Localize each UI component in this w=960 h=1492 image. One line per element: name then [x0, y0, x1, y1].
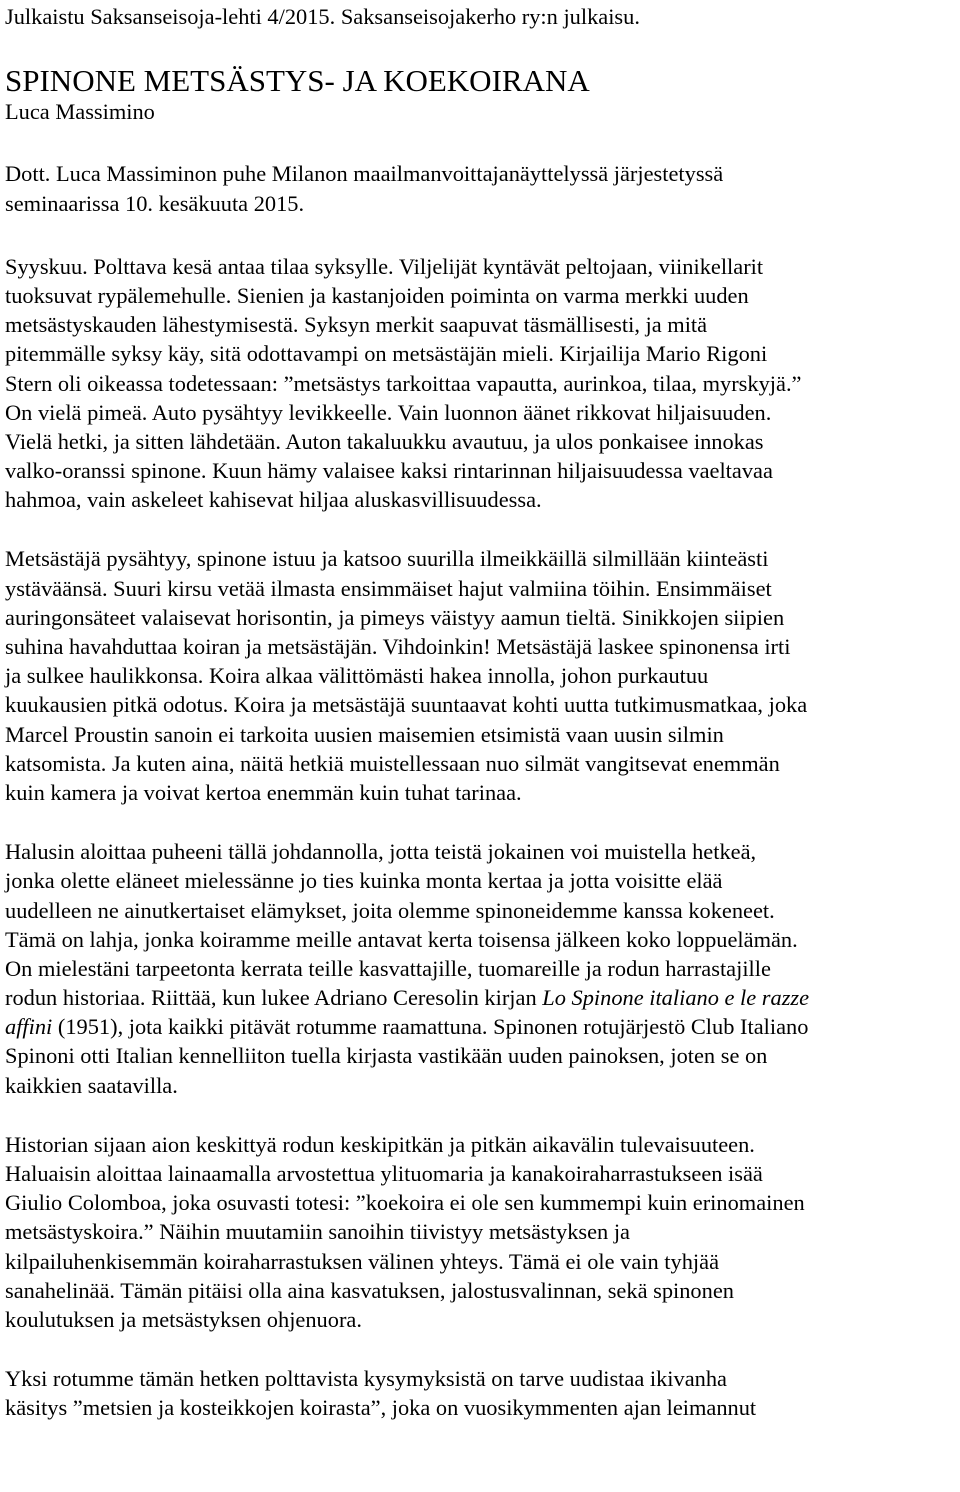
paragraph-4: [5, 1130, 960, 1334]
paragraph-line: uudelleen ne ainutkertaiset elämykset, joita olemme spinoneidemme kanssa kokeneet.: [5, 897, 775, 923]
paragraph-line: ystäväänsä. Suuri kirsu vetää ilmasta ensimmäiset hajut valmiina töihin. Ensimmäiset: [5, 575, 772, 601]
paragraph-line: Marcel Proustin sanoin ei tarkoita uusien maisemien etsimistä vaan uusin silmin: [5, 721, 724, 747]
paragraph-text: rodun historiaa. Riittää, kun lukee Adriano Ceresolin kirjan: [5, 985, 543, 1011]
paragraph-line: jonka olette eläneet mielessänne jo ties kuinka monta kertaa ja jotta voisitte elää: [5, 868, 723, 894]
book-title: affini: [5, 1014, 53, 1040]
paragraph-line: kilpailuhenkisemmän koiraharrastuksen välinen yhteys. Tämä ei ole vain tyhjää: [5, 1248, 720, 1274]
article-author: Luca Massimino: [5, 99, 155, 125]
spacer: [5, 126, 960, 159]
book-title: Lo Spinone italiano e le razze: [542, 985, 810, 1011]
publication-note: Julkaistu Saksanseisoja-lehti 4/2015. Saksanseisojakerho ry:n julkaisu.: [5, 4, 640, 29]
paragraph-line: kuukausien pitkä odotus. Koira ja metsästäjä suuntaavat kohti uutta tutkimusmatkaa, joka: [5, 692, 808, 718]
paragraph-line: metsästyskauden lähestymisestä. Syksyn merkit saapuvat täsmällisesti, ja mitä: [5, 312, 708, 338]
paragraph-line: [5, 1012, 960, 1041]
paragraph-line: Halusin aloittaa puheeni tällä johdannolla, jotta teistä jokainen voi muistella hetkeä,: [5, 839, 757, 865]
document-body: [5, 2, 960, 1423]
paragraph-line: valko-oranssi spinone. Kuun hämy valaisee kaksi rintarinnan hiljaisuudessa vaeltavaa: [5, 458, 773, 484]
paragraph-line: auringonsäteet valaisevat horisontin, ja pimeys väistyy aamun tieltä. Sinikkojen siipien: [5, 604, 785, 630]
paragraph-1: [5, 252, 960, 515]
paragraph-3: [5, 837, 960, 1100]
spacer: [5, 807, 960, 837]
paragraph-line: Syyskuu. Polttava kesä antaa tilaa syksylle. Viljelijät kyntävät peltojaan, viinikellarit: [5, 253, 764, 279]
spacer: [5, 31, 960, 64]
paragraph-line: hahmoa, vain askeleet kahisevat hiljaa aluskasvillisuudessa.: [5, 487, 542, 513]
paragraph-line: tuoksuvat rypälemehulle. Sienien ja kastanjoiden poiminta on varma merkki uuden: [5, 282, 749, 308]
paragraph-line: pitemmälle syksy käy, sitä odottavampi on metsästäjän mieli. Kirjailija Mario Rigoni: [5, 341, 768, 367]
paragraph-line: sanahelinää. Tämän pitäisi olla aina kasvatuksen, jalostusvalinnan, sekä spinonen: [5, 1277, 734, 1303]
paragraph-line: metsästyskoira.” Näihin muutamiin sanoihin tiivistyy metsästyksen ja: [5, 1219, 630, 1245]
paragraph-line: Spinoni otti Italian kennelliiton tuella kirjasta vastikään uuden painoksen, joten se on: [5, 1043, 768, 1069]
paragraph-line: Vielä hetki, ja sitten lähdetään. Auton takaluukku avautuu, ja ulos ponkaisee innokas: [5, 428, 764, 454]
paragraph-line: koulutuksen ja metsästyksen ohjenuora.: [5, 1306, 362, 1332]
paragraph-line: kuin kamera ja voivat kertoa enemmän kuin tuhat tarinaa.: [5, 779, 522, 805]
paragraph-line: kaikkien saatavilla.: [5, 1072, 178, 1098]
paragraph-line: suhina havahduttaa koiran ja metsästäjän. Vihdoinkin! Metsästäjä laskee spinonensa irti: [5, 634, 791, 659]
paragraph-line: Yksi rotumme tämän hetken polttavista kysymyksistä on tarve uudistaa ikivanha: [5, 1366, 727, 1392]
spacer: [5, 1334, 960, 1364]
paragraph-line: Stern oli oikeassa todetessaan: ”metsästys tarkoittaa vapautta, aurinkoa, tilaa, myrskyjä.”: [5, 370, 802, 396]
intro-line: seminaarissa 10. kesäkuuta 2015.: [5, 190, 305, 216]
paragraph-2: [5, 544, 960, 807]
intro-paragraph: [5, 159, 960, 217]
paragraph-line: On vielä pimeä. Auto pysähtyy levikkeelle. Vain luonnon äänet rikkovat hiljaisuuden.: [5, 399, 772, 425]
paragraph-line: On mielestäni tarpeetonta kerrata teille kasvattajille, tuomareille ja rodun harrastajille: [5, 955, 771, 981]
spacer: [5, 514, 960, 544]
paragraph-line: katsomista. Ja kuten aina, näitä hetkiä muistellessaan nuo silmät vangitsevat enemmän: [5, 750, 780, 776]
paragraph-line: ja sulkee haulikkonsa. Koira alkaa välittömästi hakea innolla, johon purkautuu: [5, 663, 709, 689]
intro-line: Dott. Luca Massiminon puhe Milanon maailmanvoittajanäyttelyssä järjestetyssä: [5, 161, 724, 187]
paragraph-line: [5, 983, 960, 1012]
paragraph-line: käsitys ”metsien ja kosteikkojen koirasta”, joka on vuosikymmenten ajan leimannut: [5, 1395, 757, 1421]
paragraph-line: Haluaisin aloittaa lainaamalla arvostettua ylituomaria ja kanakoiraharrastukseen isää: [5, 1161, 763, 1186]
paragraph-5: [5, 1364, 960, 1422]
paragraph-line: Metsästäjä pysähtyy, spinone istuu ja katsoo suurilla ilmeikkäillä silmillään kiinteästi: [5, 546, 769, 572]
paragraph-text: (1951), jota kaikki pitävät rotumme raamattuna. Spinonen rotujärjestö Club Italiano: [52, 1014, 809, 1040]
article-title: SPINONE METSÄSTYS- JA KOEKOIRANA: [5, 63, 590, 99]
paragraph-line: Giulio Colomboa, joka osuvasti totesi: ”koekoira ei ole sen kummempi kuin erinomainen: [5, 1190, 805, 1216]
spacer: [5, 218, 960, 252]
spacer: [5, 1100, 960, 1130]
paragraph-line: Tämä on lahja, jonka koiramme meille antavat kerta toisensa jälkeen koko loppuelämän.: [5, 926, 798, 952]
paragraph-line: Historian sijaan aion keskittyä rodun keskipitkän ja pitkän aikavälin tulevaisuuteen.: [5, 1131, 755, 1157]
